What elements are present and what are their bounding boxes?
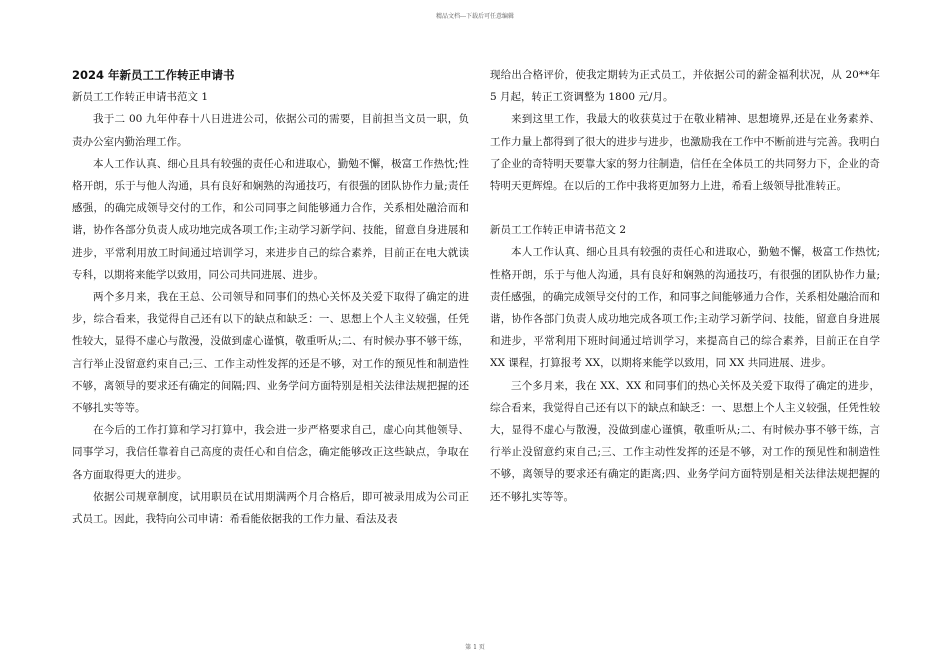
- paragraph: 来到这里工作，我最大的收获莫过于在敬业精神、思想境界,还是在业务素养、工作力量上都得到了很大的进步与进步，也激励我在工作中不断前进与完善。我明白了企业的奇特明天要靠大家的努力往制造，信任在全体员工的共同努力下，企业的奇特明天更辉煌。在以后的工作中我将更加努力上进，希看上级领导批准转正。: [490, 113, 880, 193]
- paragraph: 三个多月来，我在 XX、XX 和同事们的热心关怀及关爱下取得了确定的进步，综合看来，我觉得自己还有以下的缺点和缺乏：一、思想上个人主义较强，任凭性较大，显得不虚心与散漫，没做到虚心谨慎，敬重听从;二、有时候办事不够干练，言行举止没留意约束自己;三、工作主动性发挥的还是不够，对工作的预见性和制造性不够，离领导的要求还有确定的距离;四、业务学问方面特别是相关法律法规把握的还不够扎实等等。: [490, 379, 880, 503]
- page-header: 精品文档---下载后可任意编辑: [435, 13, 515, 20]
- paragraph: 两个多月来，我在王总、公司领导和同事们的热心关怀及关爱下取得了确定的进步，综合看来，我觉得自己还有以下的缺点和缺乏：一、思想上个人主义较强，任凭性较大，显得不虚心与散漫，没做到虚心谨慎，敬重听从;二、有时候办事不够干练，言行举止没留意约束自己;三、工作主动性发挥的还是不够，对工作的预见性和制造性不够，离领导的要求还有确定的间隔;四、业务学问方面特别是相关法律法规把握的还不够扎实等等。: [72, 291, 469, 415]
- spacer: [490, 197, 880, 219]
- section-heading-1: 新员工工作转正申请书范文 1: [72, 91, 209, 104]
- paragraph: 依据公司规章制度，试用职员在试用期满两个月合格后，即可被录用成为公司正式员工。因此，我特向公司申请：希看能依据我的工作力量、看法及表: [72, 490, 469, 526]
- paragraph: 在今后的工作打算和学习打算中，我会进一步严格要求自己，虚心向其他领导、同事学习，我信任靠着自己高度的责任心和自信念，确定能够改正这些缺点，争取在各方面取得更大的进步。: [72, 424, 469, 481]
- right-column: [490, 64, 880, 508]
- paragraph: 本人工作认真、细心且具有较强的责任心和进取心，勤勉不懈，极富工作热忱;性格开朗，乐于与他人沟通，具有良好和娴熟的沟通技巧，有很强的团队协作力量;责任感强，的确完成领导交付的工作，和同事之间能够通力合作，关系相处融洽而和谐，协作各部门负责人成功地完成各项工作;主动学习新学问、技能，留意自身进展和进步，平常利用下班时间通过培训学习，来提高自己的综合素养，目前正在自学 XX 课程，打算报考 XX，以期将来能学以致用，同 XX 共同进展、进步。: [490, 246, 880, 370]
- document-title: 2024 年新员工工作转正申请书: [72, 68, 235, 82]
- paragraph: 我于二 00 九年仲春十八日进进公司，依据公司的需要，目前担当文员一职，负责办公室内勤治理工作。: [72, 113, 469, 148]
- paragraph: 本人工作认真、细心且具有较强的责任心和进取心，勤勉不懈，极富工作热忱;性格开朗，乐于与他人沟通，具有良好和娴熟的沟通技巧，有很强的团队协作力量;责任感强，的确完成领导交付的工作，和公司同事之间能够通力合作，关系相处融洽而和谐，协作各部分负责人成功地完成各项工作;主动学习新学问、技能，留意自身进展和进步，平常利用放工时间通过培训学习，来进步自己的综合素养，目前正在电大就读专科，以期将来能学以致用，同公司共同进展、进步。: [72, 157, 469, 281]
- paragraph-continuation: 现给出合格评价，使我定期转为正式员工，并依据公司的薪金福利状况，从 20**年 5 月起，转正工资调整为 1800 元/月。: [490, 69, 880, 104]
- section-heading-2: 新员工工作转正申请书范文 2: [490, 224, 627, 237]
- page-footer: 第 1 页: [465, 644, 485, 651]
- left-column: [72, 64, 469, 530]
